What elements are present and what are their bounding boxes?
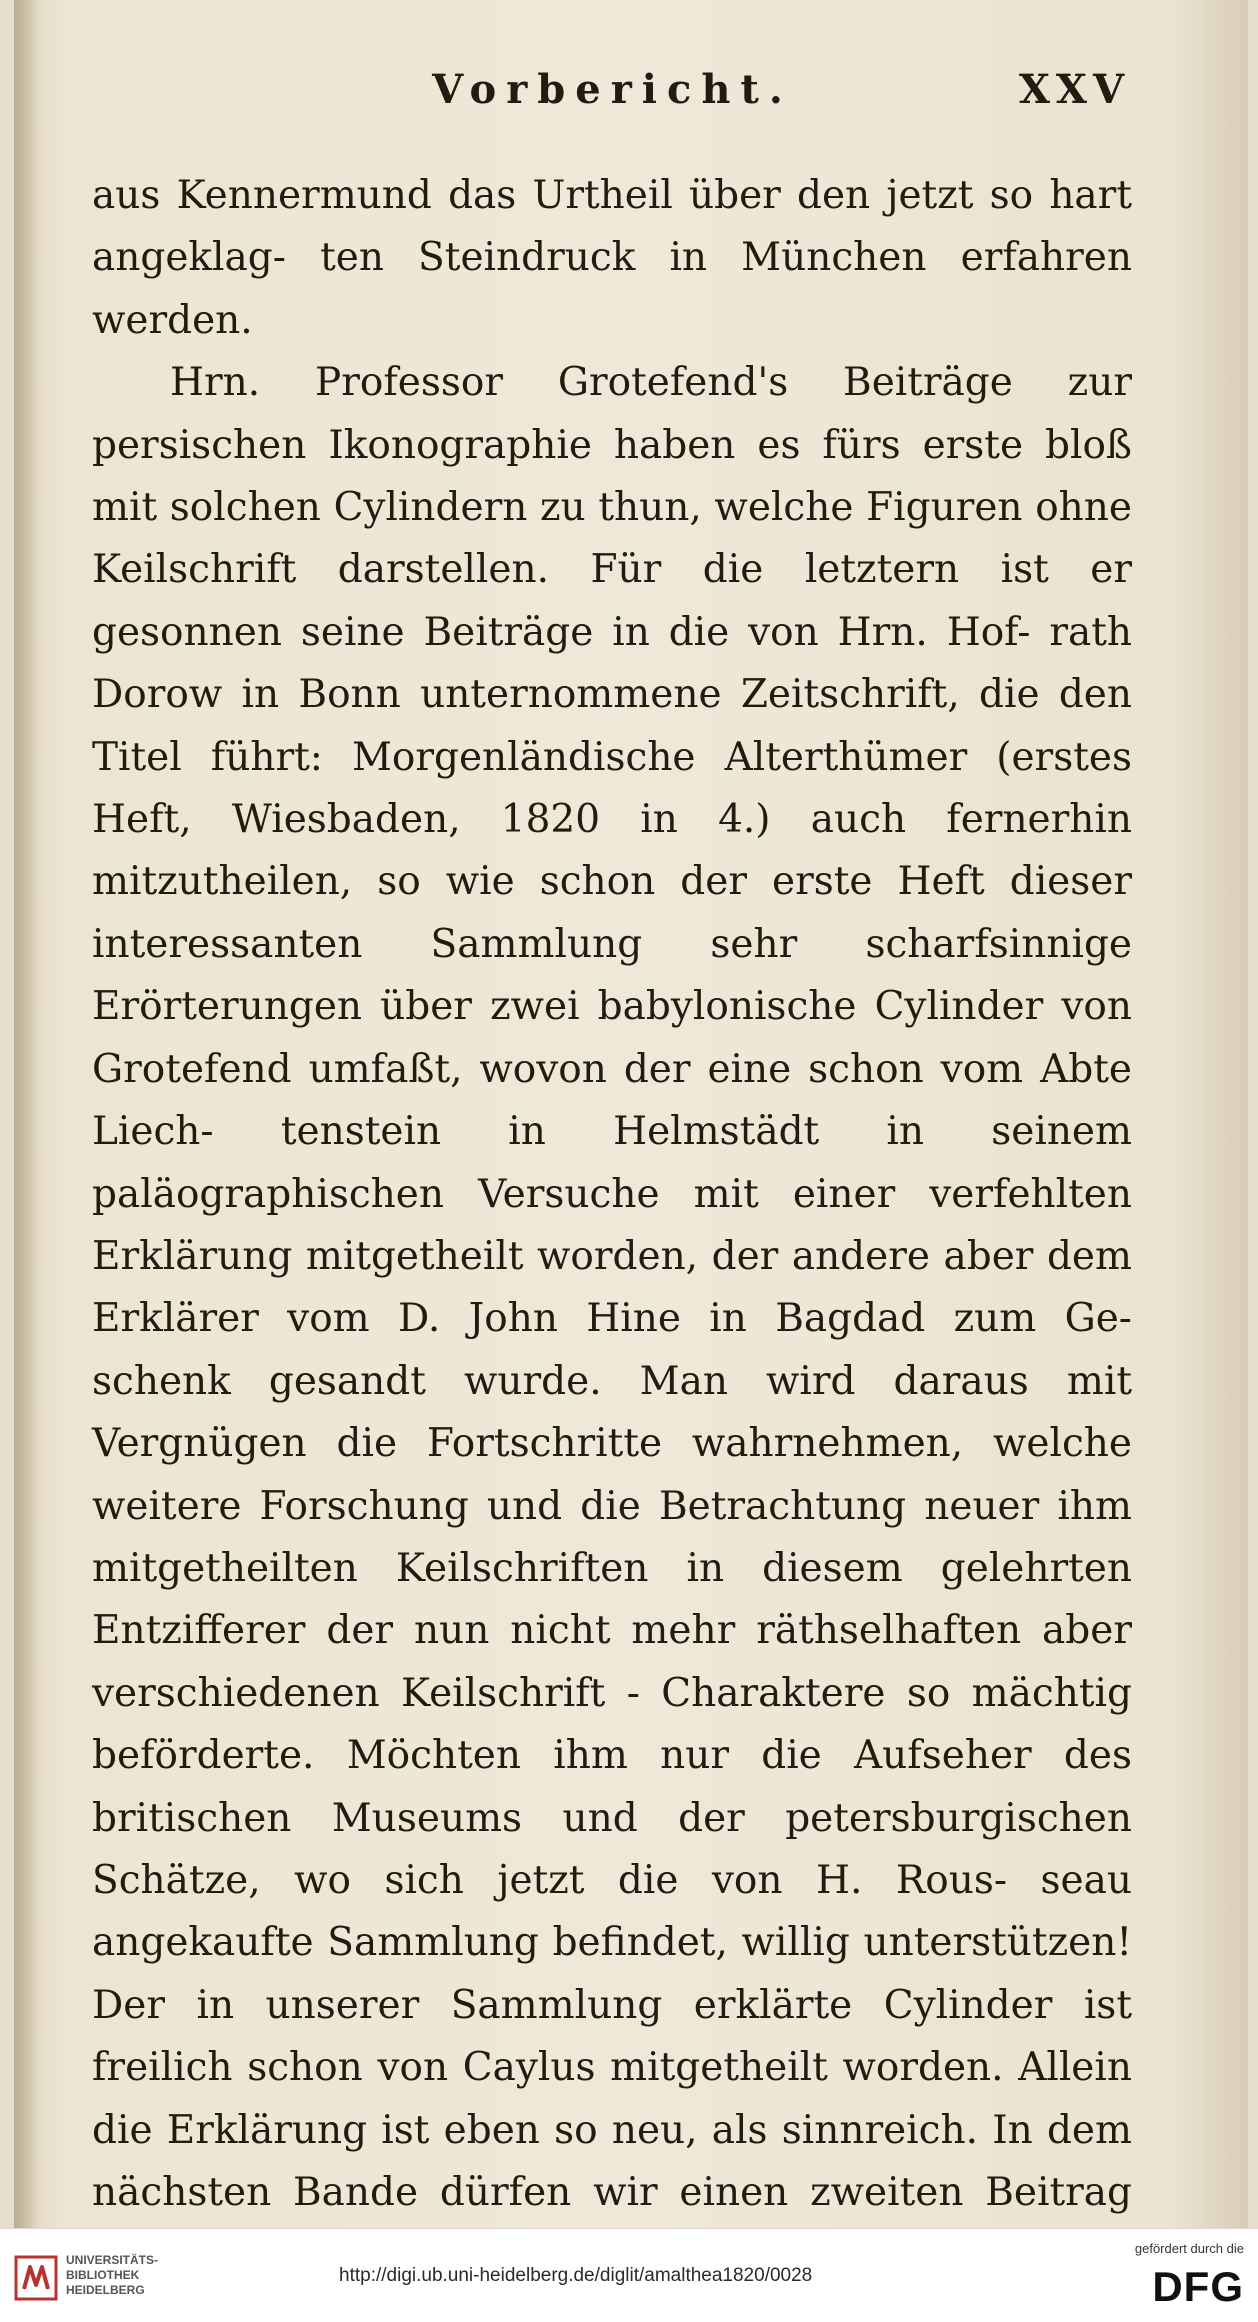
body-text: [92, 165, 1132, 2228]
text-line: wir einen zweiten Beitrag: [593, 2170, 1132, 2215]
text-line: führt: Morgenländische Alterthümer (erstes Heft,: [92, 734, 1132, 843]
funding-caption: gefördert durch die: [1134, 2241, 1244, 2256]
text-line: Möchten ihm nur die Aufseher des britischen Museums und: [92, 1733, 1132, 1841]
text-line: eben so neu, als sinnreich. In dem nächsten Bande dürfen: [92, 2107, 1132, 2215]
text-line: scharfsinnige Erörterungen über zwei babylonische Cylinder: [92, 921, 1132, 1030]
text-line: aber dem Erklärer vom D. John Hine in Bagdad zum Ge-: [92, 1233, 1132, 1342]
text-line: Hrn. Professor Grotefend's Beiträge zur persischen: [92, 360, 1132, 468]
text-line: verschiedenen Keilschrift - Charaktere so mächtig beförderte.: [92, 1670, 1132, 1779]
text-line: die Betrachtung neuer ihm mitgetheilten Keilschriften in diesem: [92, 1483, 1132, 1591]
running-header: [95, 66, 1130, 136]
page-number: XXV: [1018, 66, 1130, 113]
text-line: tenstein in Helmstädt in seinem paläographischen Versuche: [92, 1109, 1132, 1217]
university-seal-icon: [14, 2255, 58, 2301]
text-line: rath Dorow in Bonn unternommene Zeitschrift, die den Titel: [92, 609, 1132, 780]
text-line: die Fortschritte wahrnehmen, welche weitere Forschung und: [92, 1421, 1132, 1529]
text-line: der petersburgischen Schätze, wo sich jetzt die von H. Rous-: [92, 1795, 1132, 1903]
text-line: ten Steindruck in München erfahren werden.: [92, 235, 1132, 343]
header-title: Vorbericht.: [432, 66, 793, 113]
dfg-logo: DFG: [1152, 2263, 1244, 2310]
text-line: aus Kennermund das Urtheil über den jetzt so hart angeklag-: [92, 173, 1132, 281]
text-line: Ikonographie haben es fürs erste bloß mit solchen Cylindern zu: [92, 422, 1132, 531]
text-line: von Grotefend umfaßt, wovon der eine schon vom Abte Liech-: [92, 984, 1132, 1155]
paragraph: [92, 165, 1132, 352]
institution-name: UNIVERSITÄTS- BIBLIOTHEK HEIDELBERG: [66, 2253, 159, 2297]
text-line: mit einer verfehlten Erklärung mitgetheilt worden, der andere: [92, 1171, 1132, 1279]
paragraph: [92, 352, 1132, 2228]
text-line: gelehrten Entzifferer der nun nicht mehr räthselhaften aber: [92, 1545, 1132, 1654]
text-line: schenk gesandt wurde. Man wird daraus mit Vergnügen: [92, 1358, 1132, 1467]
text-line: seau angekaufte Sammlung befindet, willig unterstützen!: [92, 1857, 1132, 1966]
text-line: thun, welche Figuren ohne Keilschrift darstellen. Für die: [92, 485, 1132, 593]
permalink-url[interactable]: http://digi.ub.uni-heidelberg.de/diglit/amalthea1820/0028: [339, 2265, 813, 2286]
text-line: von Caylus mitgetheilt worden. Allein die Erklärung ist: [92, 2045, 1132, 2153]
text-line: Wiesbaden, 1820 in 4.) auch fernerhin mitzutheilen, so: [92, 797, 1132, 905]
text-line: Der in unserer Sammlung erklärte Cylinder ist freilich schon: [92, 1982, 1132, 2091]
viewer-footer: [0, 2228, 1258, 2322]
text-line: wie schon der erste Heft dieser interessanten Sammlung sehr: [92, 859, 1132, 967]
text-line: letztern ist er gesonnen seine Beiträge in die von Hrn. Hof-: [92, 547, 1132, 655]
gutter-shadow: [14, 0, 40, 2228]
